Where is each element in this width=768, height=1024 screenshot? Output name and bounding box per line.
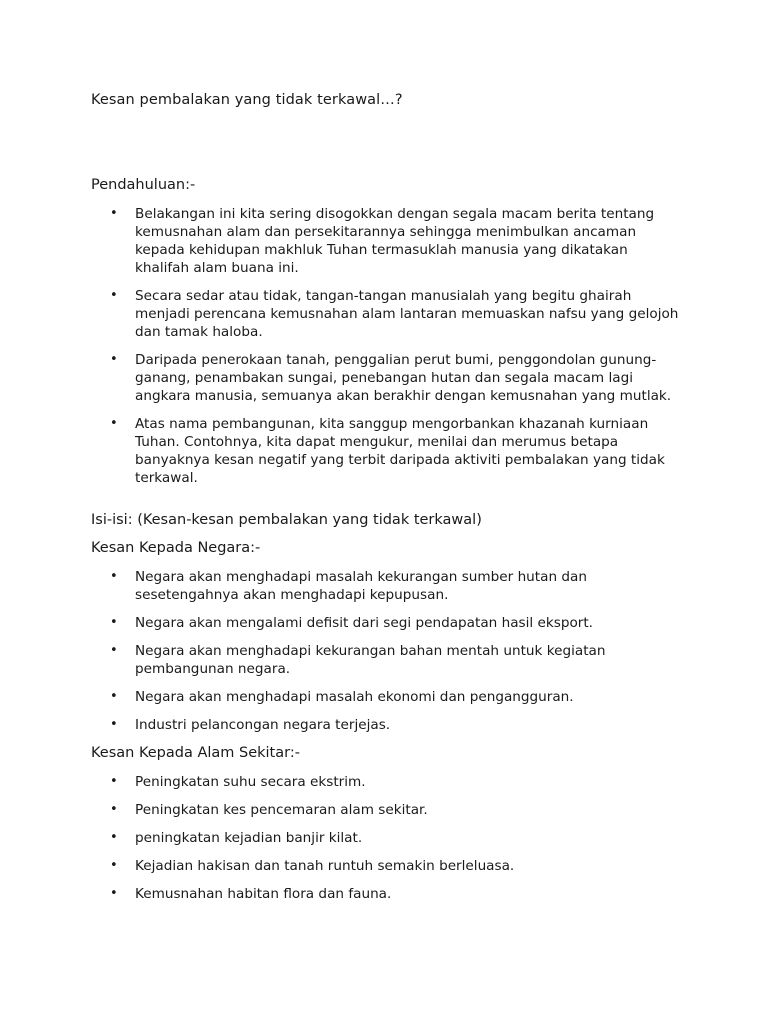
list-item: • Belakangan ini kita sering disogokkan dengan segala macam berita tentang kemusnahan alam dan persekitarannya sehingga menimbulkan ancaman kepada kehidupan makhluk Tuhan termasuklah manusia yang dikatakan khalifah alam buana ini. [91, 205, 681, 277]
list-item: • peningkatan kejadian banjir kilat. [91, 829, 681, 847]
list-item: • Negara akan menghadapi masalah kekurangan sumber hutan dan sesetengahnya akan menghadapi kepupusan. [91, 568, 681, 604]
list-item: • Negara akan menghadapi masalah ekonomi dan pengangguran. [91, 688, 681, 706]
list-item: • Negara akan menghadapi kekurangan bahan mentah untuk kegiatan pembangunan negara. [91, 642, 681, 678]
list-item: • Peningkatan suhu secara ekstrim. [91, 773, 681, 791]
intro-heading: Pendahuluan:- [91, 177, 196, 193]
alam-list [91, 773, 681, 913]
list-item: • Kemusnahan habitan flora dan fauna. [91, 885, 681, 903]
intro-list [91, 205, 681, 497]
list-item: • Negara akan mengalami defisit dari segi pendapatan hasil eksport. [91, 614, 681, 632]
list-item: • Secara sedar atau tidak, tangan-tangan manusialah yang begitu ghairah menjadi perencana kemusnahan alam lantaran memuaskan nafsu yang gelojoh dan tamak haloba. [91, 287, 681, 341]
list-item: • Peningkatan kes pencemaran alam sekitar. [91, 801, 681, 819]
alam-heading: Kesan Kepada Alam Sekitar:- [91, 745, 300, 761]
list-item: • Industri pelancongan negara terjejas. [91, 716, 681, 734]
body-heading: Isi-isi: (Kesan-kesan pembalakan yang tidak terkawal) [91, 512, 482, 528]
negara-list [91, 568, 681, 744]
document-title: Kesan pembalakan yang tidak terkawal…? [91, 92, 403, 108]
list-item: • Kejadian hakisan dan tanah runtuh semakin berleluasa. [91, 857, 681, 875]
list-item: • Atas nama pembangunan, kita sanggup mengorbankan khazanah kurniaan Tuhan. Contohnya, kita dapat mengukur, menilai dan merumus betapa banyaknya kesan negatif yang terbit daripada aktiviti pembalakan yang tidak terkawal. [91, 415, 681, 487]
list-item: • Daripada penerokaan tanah, penggalian perut bumi, penggondolan gunung-ganang, penambakan sungai, penebangan hutan dan segala macam lagi angkara manusia, semuanya akan berakhir dengan kemusnahan yang mutlak. [91, 351, 681, 405]
negara-heading: Kesan Kepada Negara:- [91, 540, 261, 556]
